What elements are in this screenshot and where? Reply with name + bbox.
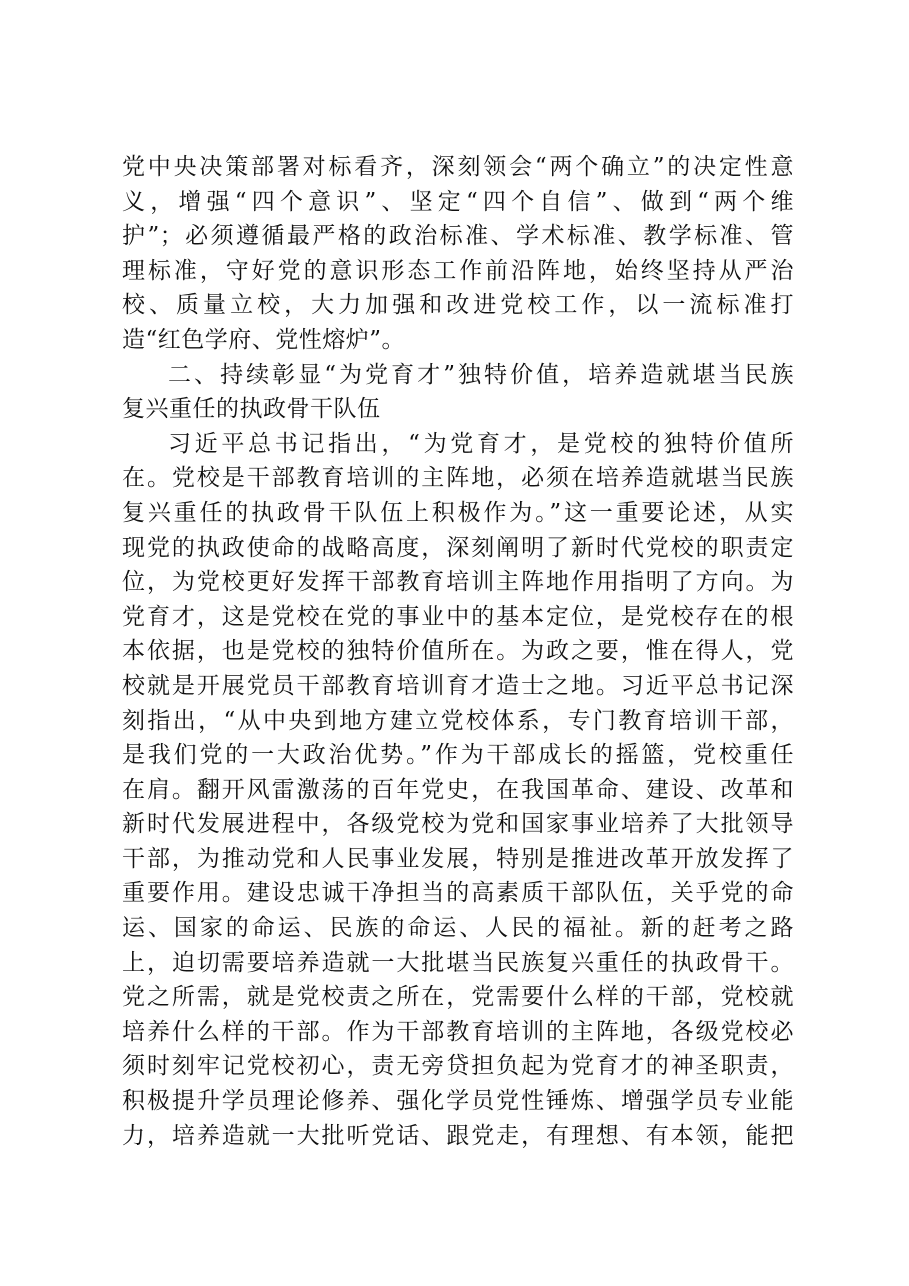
text-line: 理标准，守好党的意识形态工作前沿阵地，始终坚持从严治 <box>122 257 794 284</box>
text-line: 须时刻牢记党校初心，责无旁贷担负起为党育才的神圣职责， <box>122 1053 794 1080</box>
text-line: 习近平总书记指出，“为党育才，是党校的独特价值所 <box>168 430 794 457</box>
text-line: 复兴重任的执政骨干队伍上积极作为。”这一重要论述，从实 <box>122 499 794 526</box>
text-line: 义，增强“四个意识”、坚定“四个自信”、做到“两个维 <box>122 188 794 215</box>
text-line: 力，培养造就一大批听党话、跟党走，有理想、有本领，能把 <box>122 1122 794 1149</box>
text-line: 党中央决策部署对标看齐，深刻领会“两个确立”的决定性意 <box>122 154 794 180</box>
text-line: 校、质量立校，大力加强和改进党校工作，以一流标准打 <box>122 292 794 319</box>
text-line: 护”；必须遵循最严格的政治标准、学术标准、教学标准、管 <box>122 223 794 250</box>
text-line: 培养什么样的干部。作为干部教育培训的主阵地，各级党校必 <box>122 1018 794 1045</box>
text-line: 造“红色学府、党性熔炉”。 <box>122 326 406 353</box>
section-heading-line: 复兴重任的执政骨干队伍 <box>122 396 381 423</box>
text-line: 上，迫切需要培养造就一大批堪当民族复兴重任的执政骨干。 <box>122 949 794 976</box>
text-line: 在。党校是干部教育培训的主阵地，必须在培养造就堪当民族 <box>122 465 794 492</box>
text-line: 校就是开展党员干部教育培训育才造士之地。习近平总书记深 <box>122 672 794 699</box>
text-line: 干部，为推动党和人民事业发展，特别是推进改革开放发挥了 <box>122 845 794 872</box>
text-line: 在肩。翻开风雷激荡的百年党史，在我国革命、建设、改革和 <box>122 776 794 803</box>
text-line: 新时代发展进程中，各级党校为党和国家事业培养了大批领导 <box>122 811 794 838</box>
text-line: 积极提升学员理论修养、强化学员党性锤炼、增强学员专业能 <box>122 1088 794 1115</box>
section-heading-line: 二、持续彰显“为党育才”独特价值，培养造就堪当民族 <box>168 361 794 388</box>
text-line: 是我们党的一大政治优势。”作为干部成长的摇篮，党校重任 <box>122 742 794 769</box>
text-line: 本依据，也是党校的独特价值所在。为政之要，惟在得人，党 <box>122 638 794 665</box>
text-line: 现党的执政使命的战略高度，深刻阐明了新时代党校的职责定 <box>122 534 794 561</box>
text-line: 运、国家的命运、民族的命运、人民的福祉。新的赶考之路 <box>122 915 794 942</box>
text-line: 重要作用。建设忠诚干净担当的高素质干部队伍，关乎党的命 <box>122 880 794 907</box>
document-body <box>122 150 794 1153</box>
text-line: 党之所需，就是党校责之所在，党需要什么样的干部，党校就 <box>122 984 794 1011</box>
text-line: 党育才，这是党校在党的事业中的基本定位，是党校存在的根 <box>122 603 794 630</box>
text-line: 位，为党校更好发挥干部教育培训主阵地作用指明了方向。为 <box>122 569 794 596</box>
text-line: 刻指出，“从中央到地方建立党校体系，专门教育培训干部， <box>122 707 794 734</box>
